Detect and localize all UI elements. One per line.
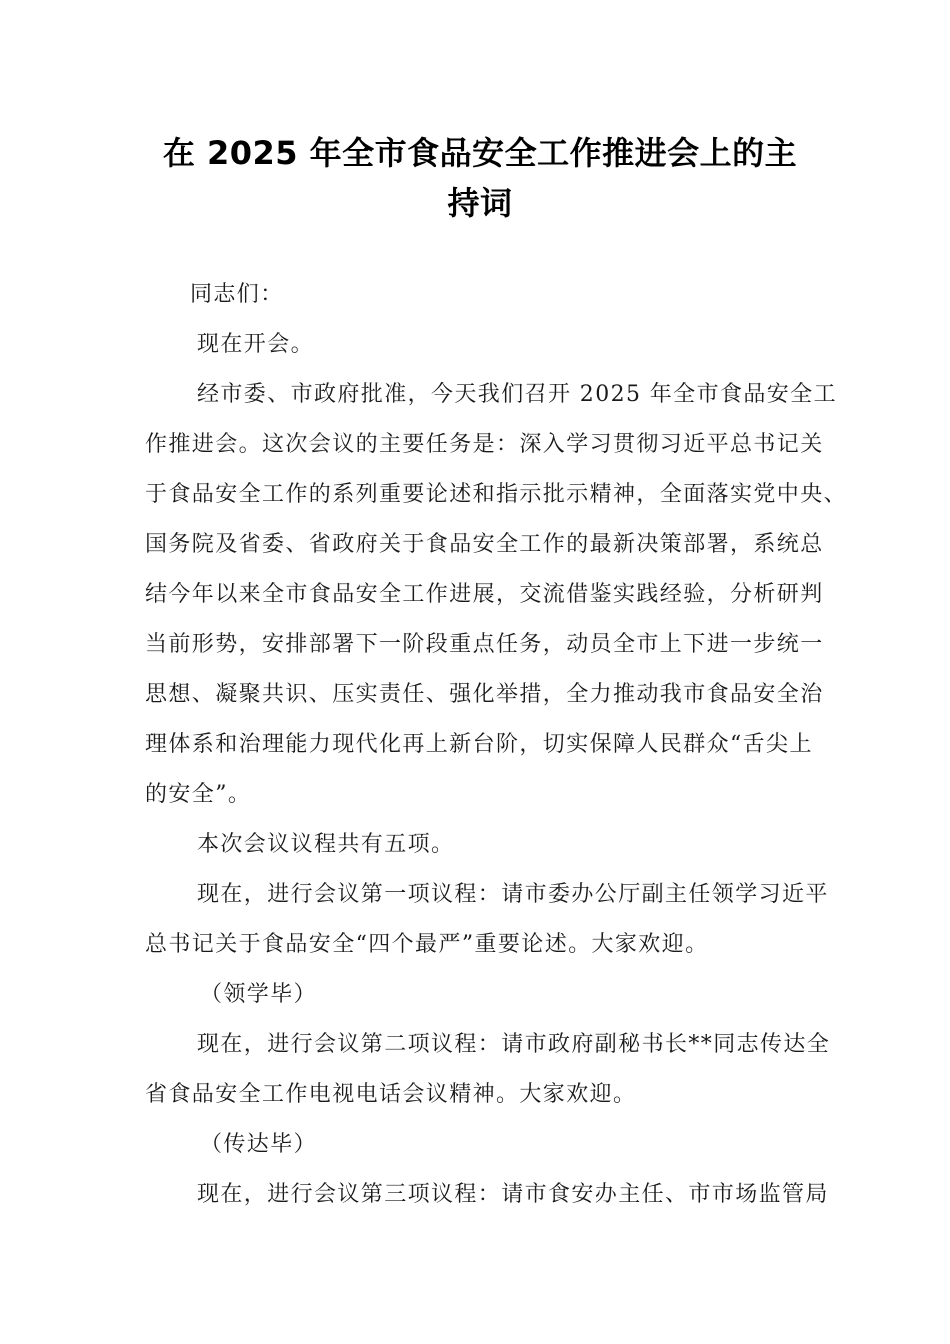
purpose-line: 当前形势，安排部署下一阶段重点任务，动员全市上下进一步统一	[145, 632, 824, 657]
purpose-line: 理体系和治理能力现代化再上新台阶，切实保障人民群众“舌尖上	[145, 732, 813, 757]
purpose-line: 结今年以来全市食品安全工作进展，交流借鉴实践经验，分析研判	[145, 582, 824, 607]
agenda-count-text: 本次会议议程共有五项。	[197, 832, 455, 857]
document-title	[140, 128, 820, 228]
title-line-1: 在 2025 年全市食品安全工作推进会上的主	[162, 134, 798, 172]
purpose-line: 于食品安全工作的系列重要论述和指示批示精神，全面落实党中央、	[145, 482, 848, 507]
purpose-line: 国务院及省委、省政府关于食品安全工作的最新决策部署，系统总	[145, 532, 824, 557]
agenda-item-2-line: 省食品安全工作电视电话会议精神。大家欢迎。	[145, 1082, 637, 1107]
purpose-line: 经市委、市政府批准，今天我们召开 2025 年全市食品安全工	[197, 382, 837, 407]
purpose-line: 作推进会。这次会议的主要任务是：深入学习贯彻习近平总书记关	[145, 432, 824, 457]
agenda-item-1-line: 总书记关于食品安全“四个最严”重要论述。大家欢迎。	[145, 932, 709, 957]
title-line-2: 持词	[447, 184, 513, 222]
agenda-item-1-note: （领学毕）	[200, 982, 318, 1007]
salutation-text: 同志们：	[190, 282, 284, 307]
agenda-item-2-line: 现在，进行会议第二项议程：请市政府副秘书长**同志传达全	[197, 1032, 831, 1057]
agenda-item-3-line: 现在，进行会议第三项议程：请市食安办主任、市市场监管局	[197, 1182, 829, 1207]
agenda-item-2-note: （传达毕）	[200, 1132, 318, 1157]
purpose-line: 思想、凝聚共识、压实责任、强化举措，全力推动我市食品安全治	[145, 682, 824, 707]
purpose-line: 的安全”。	[145, 782, 252, 807]
opening-text: 现在开会。	[197, 332, 315, 357]
agenda-item-1-line: 现在，进行会议第一项议程：请市委办公厅副主任领学习近平	[197, 882, 829, 907]
